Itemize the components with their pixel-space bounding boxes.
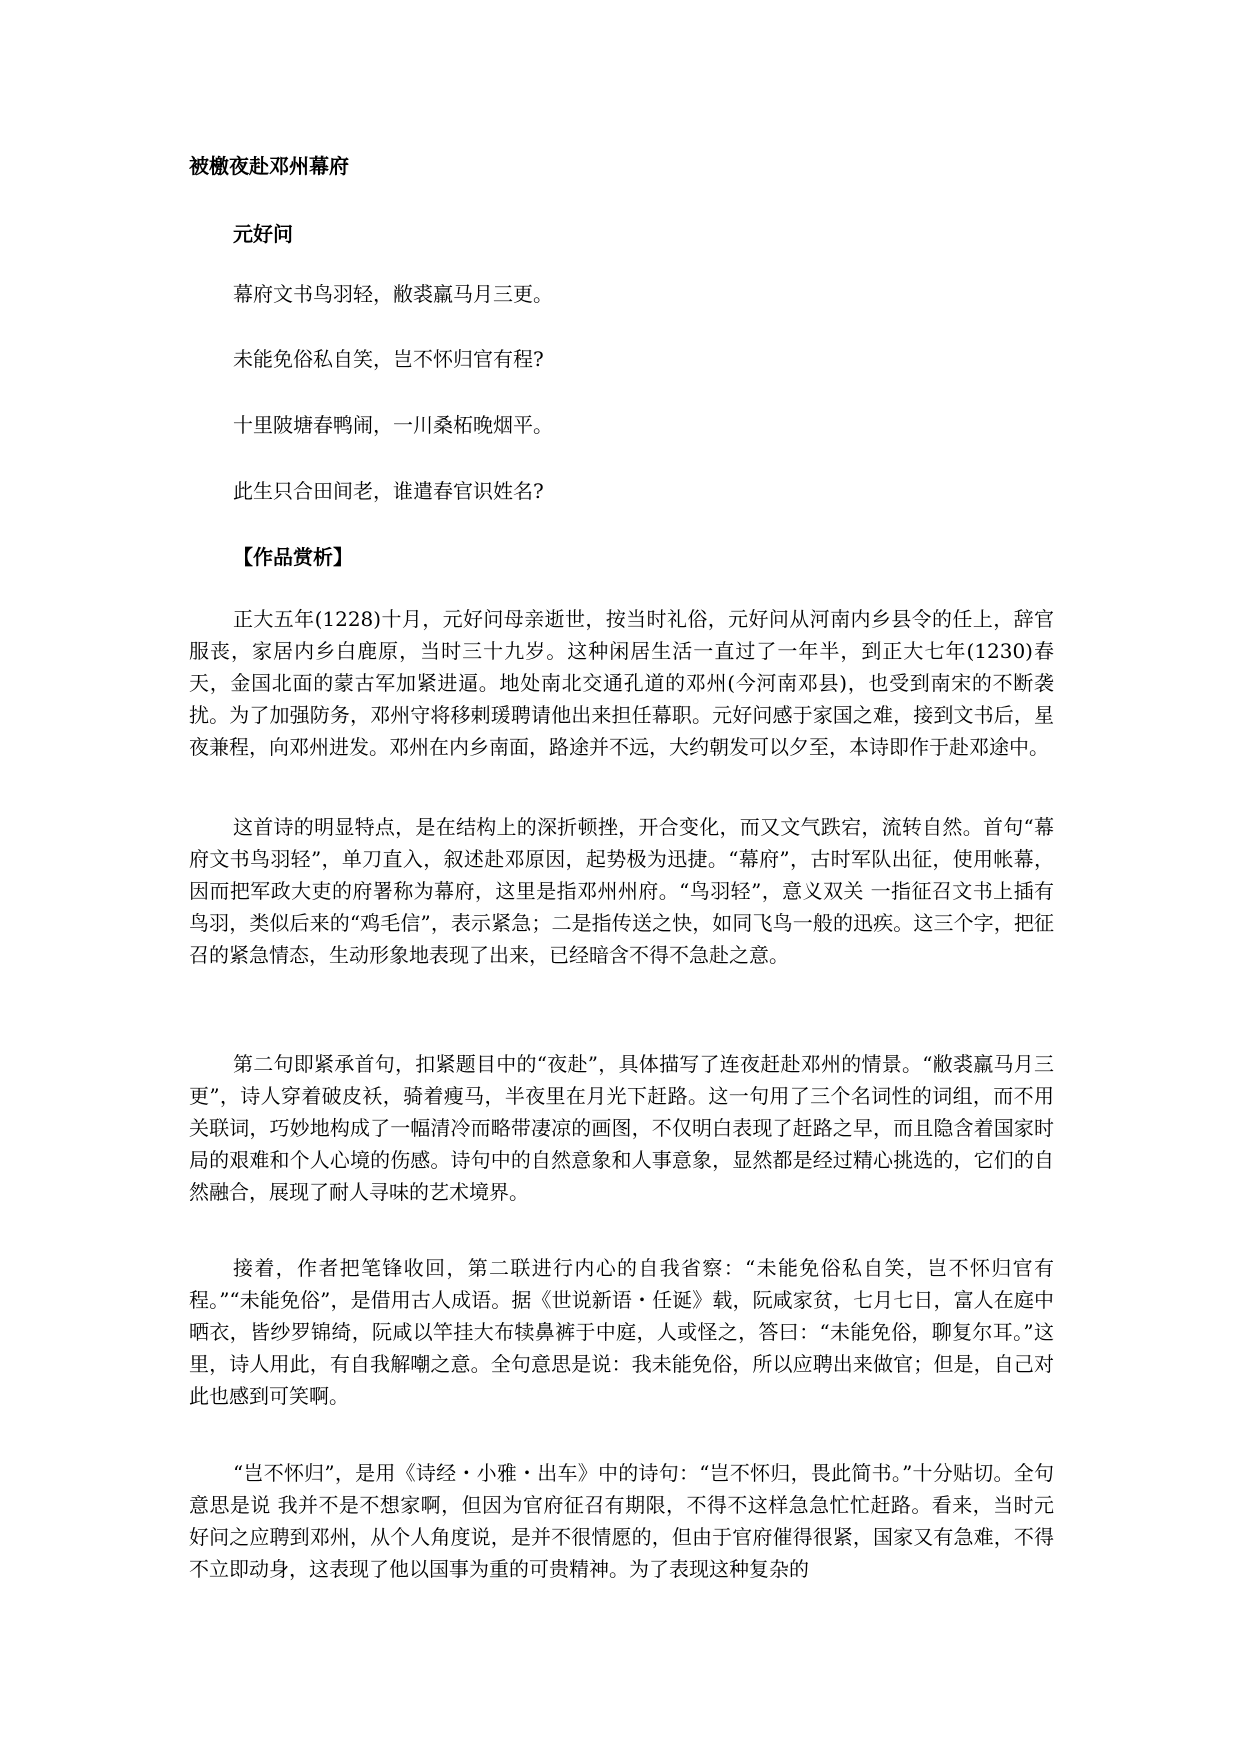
- poem-line: 幕府文书鸟羽轻，敝裘羸马月三更。: [233, 282, 553, 306]
- analysis-paragraph: 第二句即紧承首句，扣紧题目中的“夜赴”，具体描写了连夜赶赴邓州的情景。“敝裘羸马月三更”，诗人穿着破皮袄，骑着瘦马，半夜里在月光下赶路。这一句用了三个名词性的词组，而不用关联词，巧妙地构成了一幅清冷而略带凄凉的画图，不仅明白表现了赶路之早，而且隐含着国家时局的艰难和个人心境的伤感。诗句中的自然意象和人事意象，显然都是经过精心挑选的，它们的自然融合，展现了耐人寻味的艺术境界。: [189, 1052, 1054, 1204]
- poem-line: 此生只合田间老，谁遣春官识姓名?: [233, 479, 544, 503]
- section-heading: 【作品赏析】: [233, 545, 353, 569]
- analysis-paragraph: 接着，作者把笔锋收回，第二联进行内心的自我省察：“未能免俗私自笑，岂不怀归官有程。”“未能免俗”，是借用古人成语。据《世说新语・任诞》载，阮咸家贫，七月七日，富人在庭中晒衣，皆纱罗锦绮，阮咸以竿挂大布犊鼻裤于中庭，人或怪之，答曰：“未能免俗，聊复尔耳。”这里，诗人用此，有自我解嘲之意。全句意思是说：我未能免俗，所以应聘出来做官；但是，自己对此也感到可笑啊。: [189, 1256, 1054, 1408]
- poem-author: 元好问: [233, 222, 293, 246]
- analysis-paragraph: 这首诗的明显特点，是在结构上的深折顿挫，开合变化，而又文气跌宕，流转自然。首句“幕府文书鸟羽轻”，单刀直入，叙述赴邓原因，起势极为迅捷。“幕府”，古时军队出征，使用帐幕，因而把军政大吏的府署称为幕府，这里是指邓州州府。“鸟羽轻”，意义双关 一指征召文书上插有鸟羽，类似后来的“鸡毛信”，表示紧急；二是指传送之快，如同飞鸟一般的迅疾。这三个字，把征召的紧急情态，生动形象地表现了出来，已经暗含不得不急赴之意。: [189, 815, 1054, 967]
- poem-line: 十里陂塘春鸭闹，一川桑柘晚烟平。: [233, 413, 553, 437]
- poem-line: 未能免俗私自笑，岂不怀归官有程?: [233, 347, 544, 371]
- analysis-paragraph: 正大五年(1228)十月，元好问母亲逝世，按当时礼俗，元好问从河南内乡县令的任上，辞官服丧，家居内乡白鹿原，当时三十九岁。这种闲居生活一直过了一年半，到正大七年(1230)春天，金国北面的蒙古军加紧进逼。地处南北交通孔道的邓州(今河南邓县)，也受到南宋的不断袭扰。为了加强防务，邓州守将移剌瑗聘请他出来担任幕职。元好问感于家国之难，接到文书后，星夜兼程，向邓州进发。邓州在内乡南面，路途并不远，大约朝发可以夕至，本诗即作于赴邓途中。: [189, 607, 1054, 759]
- document-title: 被檄夜赴邓州幕府: [189, 154, 349, 178]
- analysis-paragraph: “岂不怀归”，是用《诗经・小雅・出车》中的诗句：“岂不怀归，畏此简书。”十分贴切。全句意思是说 我并不是不想家啊，但因为官府征召有期限，不得不这样急急忙忙赶路。看来，当时元好问之应聘到邓州，从个人角度说，是并不很情愿的，但由于官府催得很紧，国家又有急难，不得不立即动身，这表现了他以国事为重的可贵精神。为了表现这种复杂的: [189, 1461, 1054, 1581]
